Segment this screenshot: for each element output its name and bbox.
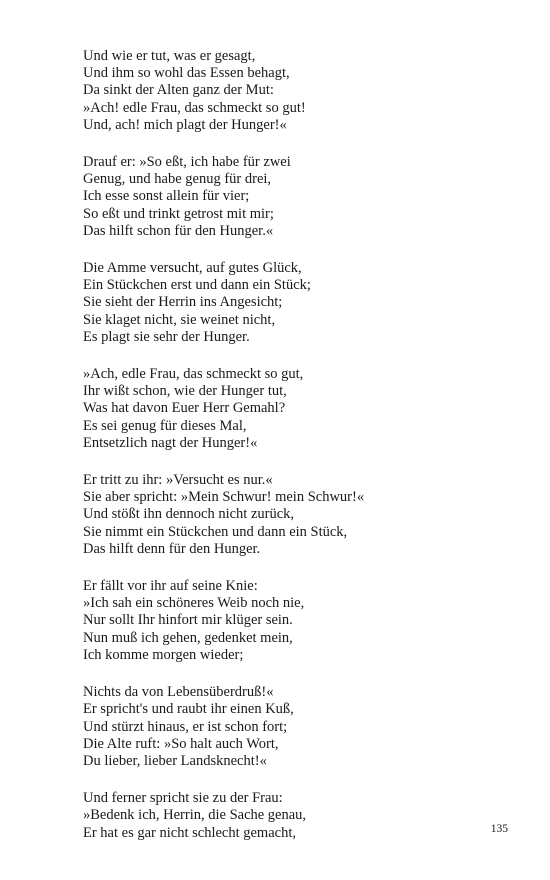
verse-line: Er hat es gar nicht schlecht gemacht,	[83, 824, 296, 841]
verse-line: Du lieber, lieber Landsknecht!«	[83, 752, 267, 769]
verse-line: »Bedenk ich, Herrin, die Sache genau,	[83, 807, 307, 824]
verse-line: »Ich sah ein schöneres Weib noch nie,	[83, 595, 305, 612]
page-number: 135	[490, 823, 508, 835]
verse-line: Er fällt vor ihr auf seine Knie:	[83, 578, 258, 595]
verse-line: Ein Stückchen erst und dann ein Stück;	[83, 277, 311, 294]
verse-line: »Ach, edle Frau, das schmeckt so gut,	[83, 366, 304, 383]
verse-line: Und, ach! mich plagt der Hunger!«	[83, 116, 287, 133]
verse-line: Ihr wißt schon, wie der Hunger tut,	[83, 383, 287, 400]
verse-line: Ich komme morgen wieder;	[83, 646, 244, 663]
stanza	[83, 578, 503, 664]
stanza	[83, 472, 503, 558]
verse-line: Die Amme versucht, auf gutes Glück,	[83, 260, 302, 277]
verse-line: Und wie er tut, was er gesagt,	[83, 48, 256, 64]
verse-line: Was hat davon Euer Herr Gemahl?	[83, 400, 286, 417]
stanza	[83, 260, 503, 346]
verse-line: Ich esse sonst allein für vier;	[83, 188, 250, 205]
stanza	[83, 790, 503, 842]
verse-line: So eßt und trinkt getrost mit mir;	[83, 205, 274, 222]
verse-line: Drauf er: »So eßt, ich habe für zwei	[83, 154, 291, 171]
verse-line: Sie klaget nicht, sie weinet nicht,	[83, 311, 276, 328]
verse-line: Und stößt ihn dennoch nicht zurück,	[83, 506, 295, 523]
verse-line: Sie aber spricht: »Mein Schwur! mein Schwur!«	[83, 489, 365, 506]
verse-line: Genug, und habe genug für drei,	[83, 171, 272, 188]
verse-line: Sie nimmt ein Stückchen und dann ein Stück,	[83, 523, 348, 540]
verse-line: Sie sieht der Herrin ins Angesicht;	[83, 294, 283, 311]
verse-line: Es plagt sie sehr der Hunger.	[83, 328, 250, 345]
stanza	[83, 684, 503, 770]
verse-line: Es sei genug für dieses Mal,	[83, 417, 247, 434]
verse-line: Da sinkt der Alten ganz der Mut:	[83, 82, 274, 99]
verse-line: Nun muß ich gehen, gedenket mein,	[83, 629, 293, 646]
verse-line: Entsetzlich nagt der Hunger!«	[83, 434, 258, 451]
verse-line: Das hilft schon für den Hunger.«	[83, 222, 274, 239]
verse-line: Die Alte ruft: »So halt auch Wort,	[83, 735, 279, 752]
verse-line: Und stürzt hinaus, er ist schon fort;	[83, 718, 288, 735]
verse-line: Und ihm so wohl das Essen behagt,	[83, 65, 290, 82]
stanza	[83, 48, 503, 134]
verse-line: Und ferner spricht sie zu der Frau:	[83, 790, 283, 807]
verse-line: Er spricht's und raubt ihr einen Kuß,	[83, 701, 294, 718]
verse-line: Er tritt zu ihr: »Versucht es nur.«	[83, 472, 273, 489]
verse-line: »Ach! edle Frau, das schmeckt so gut!	[83, 99, 306, 116]
verse-line: Das hilft denn für den Hunger.	[83, 540, 261, 557]
stanza	[83, 154, 503, 240]
stanza	[83, 366, 503, 452]
poem-text	[83, 48, 503, 862]
verse-line: Nur sollt Ihr hinfort mir klüger sein.	[83, 612, 293, 629]
verse-line: Nichts da von Lebensüberdruß!«	[83, 684, 274, 701]
